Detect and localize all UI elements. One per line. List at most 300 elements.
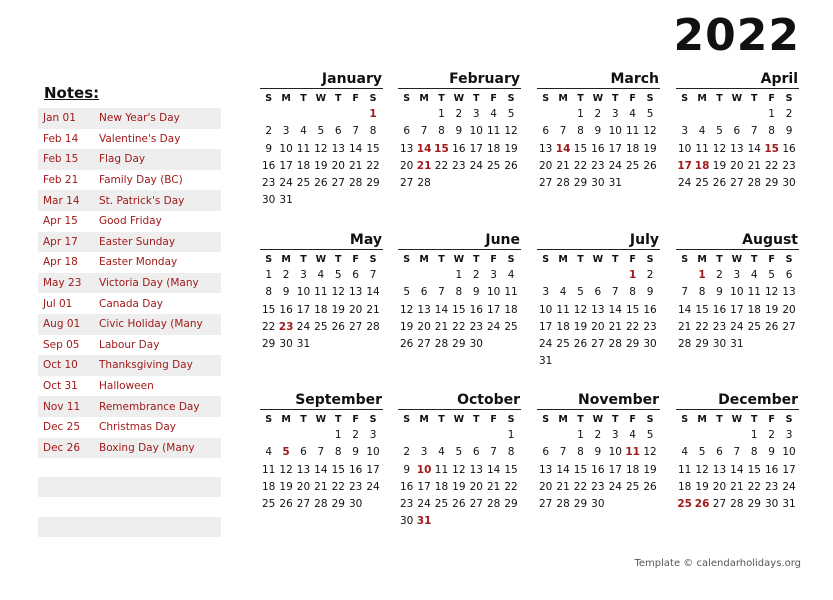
day-cell: 7 <box>681 286 689 299</box>
weekday-header: S <box>681 414 689 425</box>
day-cell: 23 <box>591 480 605 493</box>
weekday-header: S <box>369 93 377 104</box>
note-name: Valentine's Day <box>99 132 181 145</box>
day-cell: 10 <box>366 446 380 459</box>
day-cell: 24 <box>730 320 744 333</box>
day-cell: 29 <box>573 177 588 190</box>
day-cell: 12 <box>279 463 293 476</box>
note-row <box>38 170 221 191</box>
weekday-header: F <box>768 414 775 425</box>
day-cell: 3 <box>611 429 619 441</box>
day-cell: 11 <box>625 125 640 138</box>
day-cell: 29 <box>366 177 380 190</box>
note-date: Jan 01 <box>43 112 76 125</box>
empty-cell <box>572 267 589 284</box>
note-date: Apr 18 <box>43 256 78 269</box>
empty-cell <box>676 267 693 284</box>
empty-cell <box>728 427 745 444</box>
note-name: St. Patrick's Day <box>99 194 185 207</box>
empty-cell <box>330 106 347 123</box>
weekday-header: T <box>577 414 584 425</box>
day-cell: 5 <box>317 125 325 138</box>
day-cell: 7 <box>490 446 497 459</box>
empty-cell <box>554 106 571 123</box>
day-cell: 21 <box>314 480 328 493</box>
weekday-header: T <box>473 93 480 104</box>
empty-cell <box>554 267 571 284</box>
weekday-header: W <box>315 93 327 104</box>
day-cell: 16 <box>712 303 727 316</box>
day-cell: 10 <box>279 142 293 155</box>
month-grid <box>676 252 799 353</box>
day-cell: 16 <box>782 142 796 155</box>
weekday-header: M <box>558 414 568 425</box>
day-cell: 24 <box>608 159 622 172</box>
empty-cell <box>415 267 432 284</box>
footer-credit: Template © calendarholidays.org <box>634 558 801 569</box>
empty-cell <box>607 267 624 284</box>
weekday-header: F <box>352 254 359 265</box>
day-cell: 5 <box>507 108 515 120</box>
holiday-day-cell: 14 <box>416 142 432 155</box>
holiday-day-cell: 18 <box>694 159 710 172</box>
weekday-header: S <box>265 93 273 104</box>
holiday-day-cell: 23 <box>278 320 294 333</box>
day-cell: 10 <box>678 142 692 155</box>
weekday-header: T <box>438 254 445 265</box>
note-row <box>38 190 221 211</box>
holiday-day-cell: 1 <box>369 108 377 120</box>
holiday-day-cell: 17 <box>677 159 692 172</box>
day-cell: 29 <box>747 498 761 511</box>
month-name: December <box>676 391 799 410</box>
day-cell: 19 <box>695 480 709 493</box>
day-cell: 8 <box>265 286 273 299</box>
day-cell: 6 <box>300 446 307 459</box>
day-cell: 11 <box>695 142 709 155</box>
day-cell: 19 <box>400 320 414 333</box>
day-cell: 25 <box>314 320 328 333</box>
day-cell: 25 <box>486 159 501 172</box>
day-cell: 6 <box>334 125 342 138</box>
note-name: New Year's Day <box>99 112 180 125</box>
day-cell: 4 <box>317 269 325 281</box>
day-cell: 16 <box>643 303 657 316</box>
day-cell: 20 <box>591 320 605 333</box>
day-cell: 8 <box>438 125 445 138</box>
note-date: Apr 17 <box>43 235 78 248</box>
day-cell: 13 <box>331 142 345 155</box>
day-cell: 25 <box>625 480 640 493</box>
day-cell: 15 <box>695 303 709 316</box>
note-row <box>38 335 221 356</box>
day-cell: 24 <box>417 498 431 511</box>
day-cell: 3 <box>282 125 290 138</box>
day-cell: 4 <box>750 269 758 281</box>
weekday-header: S <box>369 254 377 265</box>
empty-cell <box>398 106 415 123</box>
day-cell: 6 <box>542 125 550 138</box>
month-july <box>537 231 660 371</box>
day-cell: 21 <box>556 480 570 493</box>
day-cell: 8 <box>507 446 515 459</box>
month-december <box>676 391 799 513</box>
empty-cell <box>277 427 294 444</box>
day-cell: 21 <box>678 320 692 333</box>
day-cell: 13 <box>539 142 553 155</box>
day-cell: 26 <box>400 338 414 351</box>
day-cell: 9 <box>594 446 602 459</box>
empty-cell <box>537 267 554 284</box>
day-cell: 24 <box>296 320 311 333</box>
note-row <box>38 417 221 438</box>
day-cell: 26 <box>279 498 293 511</box>
day-cell: 21 <box>348 159 363 172</box>
day-cell: 3 <box>369 429 377 441</box>
day-cell: 12 <box>452 463 466 476</box>
day-cell: 8 <box>629 286 636 299</box>
day-cell: 17 <box>730 303 744 316</box>
day-cell: 16 <box>279 303 293 316</box>
day-cell: 9 <box>352 446 359 459</box>
day-cell: 20 <box>331 159 345 172</box>
day-cell: 6 <box>352 269 359 281</box>
weekday-header: F <box>490 414 497 425</box>
notes-blank-row <box>38 477 221 497</box>
day-cell: 3 <box>681 125 689 138</box>
day-cell: 19 <box>279 480 293 493</box>
empty-cell <box>415 106 432 123</box>
day-cell: 23 <box>348 480 363 493</box>
day-cell: 28 <box>747 177 761 190</box>
empty-cell <box>450 427 467 444</box>
empty-cell <box>312 427 329 444</box>
day-cell: 12 <box>764 286 779 299</box>
day-cell: 23 <box>262 177 276 190</box>
weekday-header: T <box>300 414 307 425</box>
day-cell: 24 <box>279 177 293 190</box>
empty-cell <box>693 427 710 444</box>
note-row <box>38 376 221 397</box>
day-cell: 5 <box>334 269 342 281</box>
day-cell: 14 <box>486 463 501 476</box>
day-cell: 1 <box>750 429 758 441</box>
day-cell: 5 <box>646 429 654 441</box>
note-row <box>38 293 221 314</box>
holiday-day-cell: 15 <box>434 142 449 155</box>
weekday-header: T <box>335 93 342 104</box>
holiday-day-cell: 1 <box>628 269 637 281</box>
day-cell: 21 <box>486 480 501 493</box>
day-cell: 28 <box>556 498 570 511</box>
day-cell: 19 <box>573 320 588 333</box>
empty-cell <box>433 427 450 444</box>
weekday-header: T <box>438 414 445 425</box>
day-cell: 4 <box>490 108 497 120</box>
day-cell: 10 <box>608 446 622 459</box>
day-cell: 6 <box>403 125 411 138</box>
weekday-header: S <box>646 93 654 104</box>
day-cell: 28 <box>556 177 570 190</box>
day-cell: 7 <box>420 125 428 138</box>
day-cell: 17 <box>366 463 380 476</box>
day-cell: 12 <box>643 125 657 138</box>
day-cell: 8 <box>455 286 463 299</box>
day-cell: 3 <box>420 446 428 459</box>
weekday-header: W <box>453 414 465 425</box>
day-cell: 11 <box>434 463 449 476</box>
day-cell: 22 <box>764 159 779 172</box>
note-name: Thanksgiving Day <box>99 359 193 372</box>
day-cell: 10 <box>730 286 744 299</box>
day-cell: 29 <box>331 498 345 511</box>
weekday-header: F <box>629 254 636 265</box>
day-cell: 18 <box>678 480 692 493</box>
empty-cell <box>554 427 571 444</box>
weekday-header: W <box>315 254 327 265</box>
weekday-header: T <box>716 414 723 425</box>
weekday-header: T <box>716 93 723 104</box>
day-cell: 13 <box>400 142 414 155</box>
day-cell: 13 <box>539 463 553 476</box>
day-cell: 20 <box>539 159 553 172</box>
day-cell: 25 <box>262 498 276 511</box>
weekday-header: S <box>542 414 550 425</box>
weekday-header: M <box>281 93 291 104</box>
month-october <box>398 391 521 531</box>
note-name: Remembrance Day <box>99 400 200 413</box>
day-cell: 19 <box>452 480 466 493</box>
day-cell: 19 <box>712 159 727 172</box>
day-cell: 30 <box>643 338 657 351</box>
day-cell: 8 <box>698 286 706 299</box>
day-cell: 5 <box>455 446 463 459</box>
empty-cell <box>295 427 312 444</box>
day-cell: 17 <box>296 303 311 316</box>
day-cell: 14 <box>348 142 363 155</box>
day-cell: 18 <box>504 303 518 316</box>
month-name: April <box>676 70 799 89</box>
day-cell: 7 <box>559 125 567 138</box>
day-cell: 14 <box>366 286 380 299</box>
note-date: Dec 26 <box>43 441 81 454</box>
day-cell: 24 <box>608 480 622 493</box>
month-february <box>398 70 521 192</box>
day-cell: 28 <box>608 338 622 351</box>
note-row <box>38 355 221 376</box>
holiday-day-cell: 31 <box>416 515 432 528</box>
day-cell: 16 <box>469 303 483 316</box>
day-cell: 27 <box>539 498 553 511</box>
weekday-header: S <box>403 254 411 265</box>
weekday-header: M <box>558 93 568 104</box>
day-cell: 11 <box>262 463 276 476</box>
weekday-header: T <box>751 254 758 265</box>
day-cell: 8 <box>334 446 342 459</box>
note-row <box>38 273 221 294</box>
day-cell: 29 <box>573 498 588 511</box>
day-cell: 21 <box>434 320 449 333</box>
day-cell: 12 <box>400 303 414 316</box>
weekday-header: T <box>577 254 584 265</box>
day-cell: 4 <box>629 429 636 441</box>
notes-blank-row <box>38 517 221 537</box>
day-cell: 7 <box>559 446 567 459</box>
day-cell: 17 <box>469 142 483 155</box>
day-cell: 6 <box>785 269 793 281</box>
empty-cell <box>693 106 710 123</box>
day-cell: 31 <box>608 177 622 190</box>
empty-cell <box>676 106 693 123</box>
day-cell: 6 <box>542 446 550 459</box>
day-cell: 3 <box>611 108 619 120</box>
weekday-header: F <box>629 414 636 425</box>
empty-cell <box>537 427 554 444</box>
day-cell: 23 <box>764 480 779 493</box>
day-cell: 9 <box>785 125 793 138</box>
day-cell: 5 <box>646 108 654 120</box>
day-cell: 27 <box>348 320 363 333</box>
day-cell: 27 <box>331 177 345 190</box>
day-cell: 16 <box>348 463 363 476</box>
empty-cell <box>398 427 415 444</box>
weekday-header: S <box>681 254 689 265</box>
empty-cell <box>277 106 294 123</box>
empty-cell <box>260 106 277 123</box>
day-cell: 9 <box>472 286 480 299</box>
day-cell: 3 <box>542 286 550 299</box>
day-cell: 9 <box>716 286 723 299</box>
month-name: August <box>676 231 799 250</box>
day-cell: 19 <box>504 142 518 155</box>
day-cell: 3 <box>300 269 307 281</box>
day-cell: 17 <box>608 142 622 155</box>
day-cell: 25 <box>434 498 449 511</box>
day-cell: 5 <box>403 286 411 299</box>
weekday-header: T <box>335 254 342 265</box>
day-cell: 28 <box>434 338 449 351</box>
weekday-header: T <box>577 93 584 104</box>
day-cell: 22 <box>504 480 518 493</box>
day-cell: 10 <box>539 303 553 316</box>
day-cell: 4 <box>265 446 273 459</box>
day-cell: 11 <box>314 286 328 299</box>
day-cell: 15 <box>452 303 466 316</box>
weekday-header: M <box>697 254 707 265</box>
day-cell: 15 <box>573 142 588 155</box>
day-cell: 31 <box>782 498 796 511</box>
day-cell: 22 <box>331 480 345 493</box>
day-cell: 2 <box>768 429 775 441</box>
month-june <box>398 231 521 353</box>
day-cell: 23 <box>591 159 605 172</box>
weekday-header: S <box>265 414 273 425</box>
month-grid <box>260 412 383 513</box>
weekday-header: M <box>697 414 707 425</box>
note-name: Good Friday <box>99 215 162 228</box>
weekday-header: M <box>697 93 707 104</box>
month-september <box>260 391 383 513</box>
year-title: 2022 <box>673 10 800 61</box>
day-cell: 14 <box>434 303 449 316</box>
day-cell: 13 <box>296 463 311 476</box>
weekday-header: T <box>300 93 307 104</box>
day-cell: 27 <box>591 338 605 351</box>
day-cell: 14 <box>608 303 622 316</box>
day-cell: 17 <box>486 303 501 316</box>
weekday-header: W <box>592 254 604 265</box>
holiday-day-cell: 25 <box>677 498 692 511</box>
day-cell: 18 <box>625 142 640 155</box>
day-cell: 14 <box>556 463 570 476</box>
day-cell: 23 <box>452 159 466 172</box>
day-cell: 29 <box>262 338 276 351</box>
day-cell: 22 <box>262 320 276 333</box>
day-cell: 13 <box>417 303 431 316</box>
day-cell: 27 <box>417 338 431 351</box>
day-cell: 7 <box>317 446 325 459</box>
weekday-header: F <box>629 93 636 104</box>
month-name: June <box>398 231 521 250</box>
weekday-header: S <box>507 254 515 265</box>
note-date: Feb 21 <box>43 174 79 187</box>
day-cell: 23 <box>782 159 796 172</box>
day-cell: 5 <box>716 125 723 138</box>
empty-cell <box>295 106 312 123</box>
day-cell: 6 <box>594 286 602 299</box>
day-cell: 24 <box>486 320 501 333</box>
note-row <box>38 129 221 150</box>
note-date: Feb 15 <box>43 153 79 166</box>
weekday-header: W <box>592 414 604 425</box>
day-cell: 13 <box>469 463 483 476</box>
note-date: May 23 <box>43 277 82 290</box>
empty-cell <box>398 267 415 284</box>
weekday-header: F <box>352 93 359 104</box>
day-cell: 22 <box>434 159 449 172</box>
note-name: Easter Monday <box>99 256 178 269</box>
weekday-header: T <box>300 254 307 265</box>
weekday-header: S <box>265 254 273 265</box>
month-name: February <box>398 70 521 89</box>
month-name: March <box>537 70 660 89</box>
day-cell: 22 <box>366 159 380 172</box>
day-cell: 2 <box>785 108 793 120</box>
day-cell: 13 <box>782 286 796 299</box>
day-cell: 16 <box>400 480 414 493</box>
holiday-day-cell: 10 <box>416 463 432 476</box>
day-cell: 26 <box>504 159 518 172</box>
weekday-header: W <box>731 414 743 425</box>
weekday-header: F <box>768 93 775 104</box>
day-cell: 9 <box>403 463 411 476</box>
weekday-header: S <box>785 93 793 104</box>
day-cell: 1 <box>768 108 775 120</box>
day-cell: 30 <box>348 498 363 511</box>
day-cell: 12 <box>331 286 345 299</box>
day-cell: 5 <box>577 286 584 299</box>
day-cell: 27 <box>730 177 744 190</box>
day-cell: 3 <box>733 269 741 281</box>
day-cell: 17 <box>782 463 796 476</box>
note-row <box>38 211 221 232</box>
note-row <box>38 314 221 335</box>
weekday-header: M <box>281 254 291 265</box>
weekday-header: S <box>542 254 550 265</box>
note-row <box>38 108 221 129</box>
day-cell: 23 <box>643 320 657 333</box>
day-cell: 11 <box>486 125 501 138</box>
